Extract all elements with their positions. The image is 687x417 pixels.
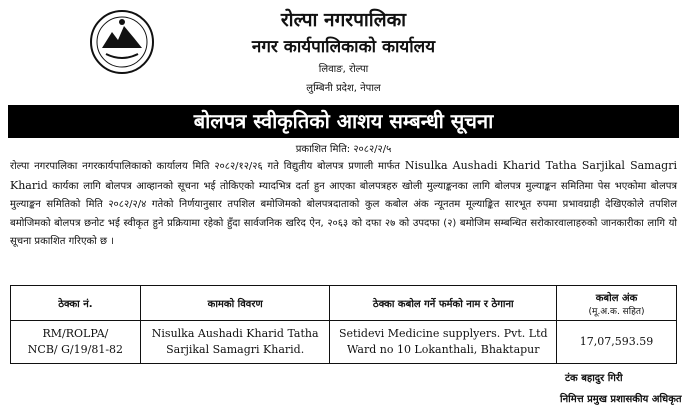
- bidder-line-1: Setidevi Medicine supplyers. Pvt. Ltd: [338, 327, 548, 340]
- org-name: रोल्पा नगरपालिका: [280, 9, 407, 31]
- cell-contract-no: [11, 321, 141, 364]
- address-line-1: लिवाङ, रोल्पा: [318, 64, 369, 75]
- contract-no-line-2: NCB/ G/19/81-82: [27, 343, 124, 356]
- body-text-part-1: रोल्पा नगरपालिका नगरकार्यपालिकाको कार्यालय मिति २०८२/१२/२६ गते विद्युतीय बोलपत्र प्रणाली मार्फत: [10, 161, 401, 172]
- notice-body: [10, 157, 677, 252]
- body-text-part-2: कार्यका लागि बोलपत्र आव्हानको सूचना भई तोकिएको म्यादभित्र दर्ता हुन आएका बोलपत्रहरु खोली मुल्याङ्कनका लागि बोलपत्र मुल्याङ्कन समितिमा पेस भएकोमा बोलपत्र मुल्याङ्कन समितिको मिति २०८२/२/४ गतेको निर्णयानुसार तपशिल बमोजिमको बोलपत्रदाताको कुल कबोल अंक न्यूनतम मूल्याङ्कित सारभूत रुपमा प्रभावग्राही देखिएकोले तपशिल बमोजिमको बोलपत्र छनोट भई स्वीकृत हुने प्रक्रियामा रहेको हुँदा सार्वजनिक खरिद ऐन, २०६३ को दफा २७ को उपदफा (२) बमोजिम सम्बन्धित सरोकारवालाहरुको जानकारीका लागि यो सूचना प्रकाशित गरिएको छ ।: [10, 180, 677, 247]
- contract-no-line-1: RM/ROLPA/: [42, 327, 109, 340]
- publication-date: प्रकाशित मिति: २०८२/२/५: [295, 144, 392, 155]
- bidder-line-2: Ward no 10 Lokanthali, Bhaktapur: [347, 343, 540, 356]
- work-line-1: Nisulka Aushadi Kharid Tatha: [151, 327, 319, 340]
- address-line-2: लुम्बिनी प्रदेश, नेपाल: [306, 83, 381, 94]
- office-name: नगर कार्यपालिकाको कार्यालय: [251, 37, 436, 57]
- signatory-name: टंक बहादुर गिरी: [565, 373, 623, 384]
- table-row: [11, 321, 677, 364]
- body-work-title: Nisulka Aushadi Kharid Tatha Sarjikal Samagri Kharid: [10, 159, 677, 192]
- col-amount: [557, 286, 677, 321]
- col-bidder: ठेक्का कबोल गर्ने फर्मको नाम र ठेगाना: [330, 286, 557, 321]
- cell-amount: 17,07,593.59: [557, 321, 677, 364]
- notice-title-banner: बोलपत्र स्वीकृतिको आशय सम्बन्धी सूचना: [8, 105, 679, 138]
- government-emblem: [88, 8, 156, 76]
- col-amount-sub: (मू.अ.क. सहित): [588, 306, 645, 317]
- col-amount-label: कबोल अंक: [595, 292, 638, 304]
- signatory-title: निमित्त प्रमुख प्रशासकीय अधिकृत: [560, 394, 682, 405]
- bid-table: [10, 285, 677, 364]
- col-work: कामको विवरण: [140, 286, 330, 321]
- table-header-row: [11, 286, 677, 321]
- col-contract-no: ठेक्का नं.: [11, 286, 141, 321]
- cell-work: [140, 321, 330, 364]
- cell-bidder: [330, 321, 557, 364]
- work-line-2: Sarjikal Samagri Kharid.: [166, 343, 305, 356]
